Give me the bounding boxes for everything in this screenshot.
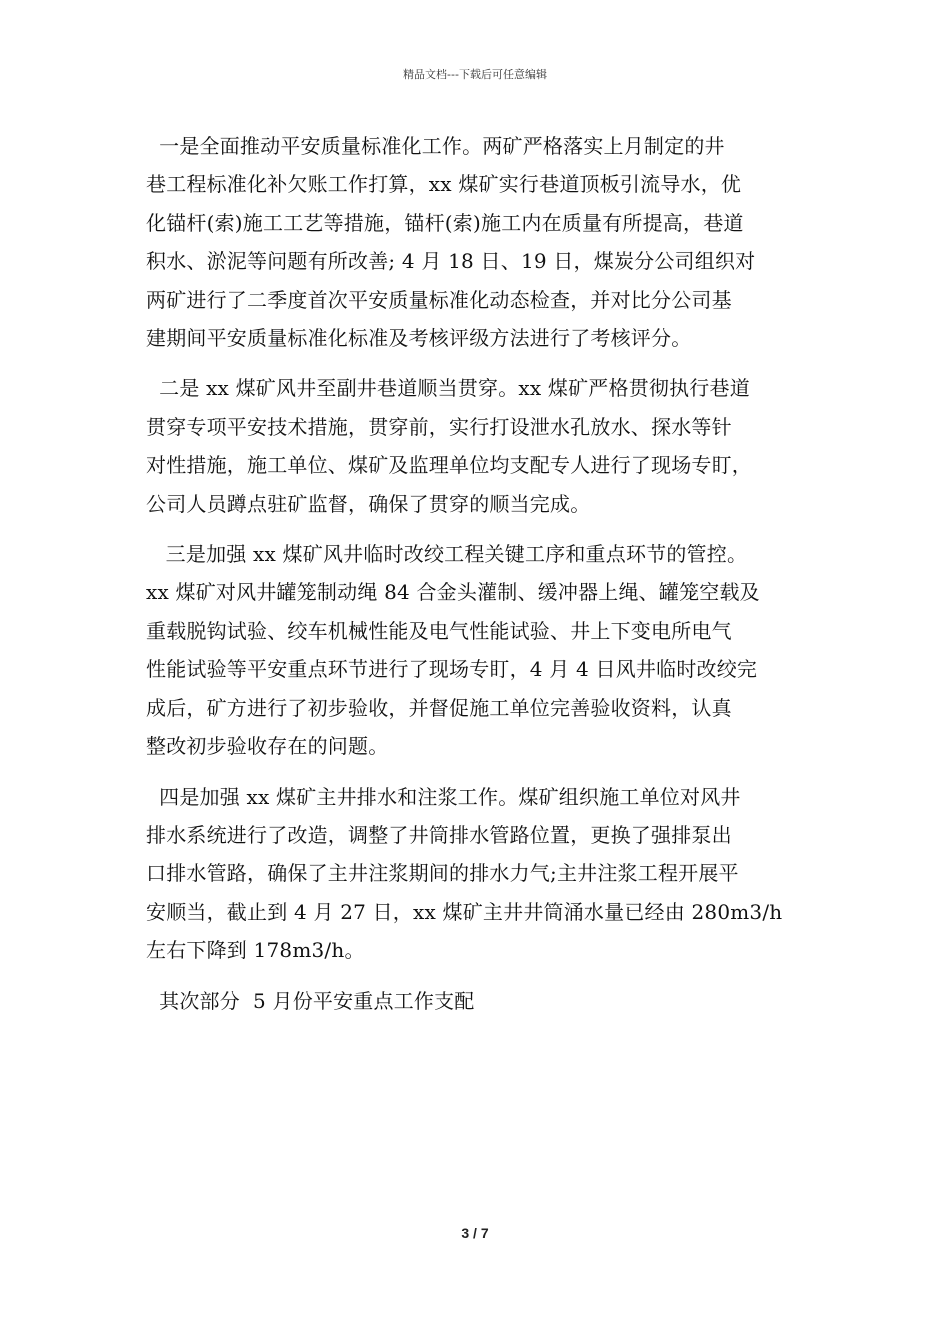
text-line: 化锚杆(索)施工工艺等措施，锚杆(索)施工内在质量有所提高，巷道: [146, 210, 744, 235]
text-line: 四是加强 xx 煤矿主井排水和注浆工作。煤矿组织施工单位对风井: [146, 784, 741, 809]
text-line: 三是加强 xx 煤矿风井临时改绞工程关键工序和重点环节的管控。: [146, 542, 748, 567]
text-line: 巷工程标准化补欠账工作打算，xx 煤矿实行巷道顶板引流导水，优: [146, 172, 742, 197]
text-line: 安顺当，截止到 4 月 27 日，xx 煤矿主井井筒涌水量已经由 280m3/h: [146, 899, 783, 924]
text-line: xx 煤矿对风井罐笼制动绳 84 合金头灌制、缓冲器上绳、罐笼空载及: [146, 580, 760, 605]
paragraph-3: [146, 535, 814, 765]
text-line: 成后，矿方进行了初步验收，并督促施工单位完善验收资料，认真: [146, 695, 732, 720]
text-line: 一是全面推动平安质量标准化工作。两矿严格落实上月制定的井: [146, 134, 725, 158]
text-line: 重载脱钩试验、绞车机械性能及电气性能试验、井上下变电所电气: [146, 618, 732, 643]
text-line: 积水、淤泥等问题有所改善; 4 月 18 日、19 日，煤炭分公司组织对: [146, 249, 756, 274]
paragraph-2: [146, 369, 814, 523]
text-line: 排水系统进行了改造，调整了井筒排水管路位置，更换了强排泵出: [146, 822, 732, 847]
page-header: 精品文档---下载后可任意编辑: [403, 68, 547, 81]
text-line: 左右下降到 178m3/h。: [146, 938, 365, 963]
text-line: 两矿进行了二季度首次平安质量标准化动态检查，并对比分公司基: [146, 287, 732, 312]
text-line: 其次部分 5 月份平安重点工作支配: [146, 988, 475, 1013]
text-line: 性能试验等平安重点环节进行了现场专盯，4 月 4 日风井临时改绞完: [146, 657, 758, 682]
text-line: 整改初步验收存在的问题。: [146, 734, 389, 759]
text-line: 公司人员蹲点驻矿监督，确保了贯穿的顺当完成。: [146, 491, 591, 516]
text-line: 贯穿专项平安技术措施，贯穿前，实行打设泄水孔放水、探水等针: [146, 414, 732, 439]
document-body: [146, 127, 814, 1020]
paragraph-1: [146, 127, 814, 357]
text-line: 对性措施，施工单位、煤矿及监理单位均支配专人进行了现场专盯，: [146, 453, 752, 478]
paragraph-4: [146, 778, 814, 970]
text-line: 口排水管路，确保了主井注浆期间的排水力气;主井注浆工程开展平: [146, 861, 739, 886]
section-heading: [146, 982, 814, 1020]
text-line: 建期间平安质量标准化标准及考核评级方法进行了考核评分。: [146, 326, 692, 351]
text-line: 二是 xx 煤矿风井至副井巷道顺当贯穿。xx 煤矿严格贯彻执行巷道: [146, 376, 750, 401]
page-number: 3 / 7: [461, 1225, 489, 1241]
